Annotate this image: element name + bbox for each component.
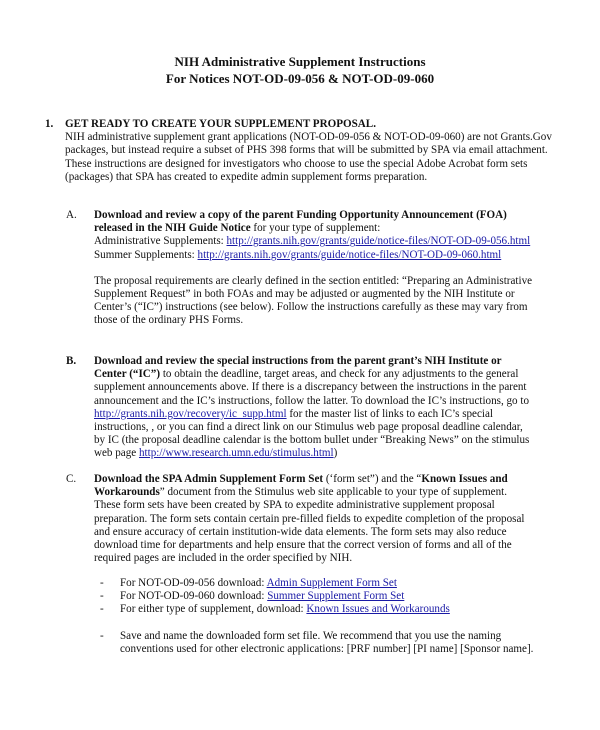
- item-b-text: [94, 355, 534, 461]
- item-b-text-3: ): [333, 447, 338, 460]
- item-b-text-1: to obtain the deadline, target areas, and check for any adjustments to the general supplement announcements above. If there is a discrepancy between the instructions in the parent announcement and the IC’s instructions, follow the latter. To download the IC’s instructions, go to: [94, 368, 530, 407]
- item-a-heading-rest: for your type of supplement:: [250, 222, 381, 235]
- save-instructions-text: Save and name the downloaded form set file. We recommend that you use the naming conventions used for other electronic applications: [PRF number] [PI name] [Sponsor name].: [120, 630, 534, 656]
- item-b-letter: B.: [66, 355, 77, 367]
- admin-form-set-link[interactable]: Admin Supplement Form Set: [266, 577, 397, 589]
- item-a: [94, 209, 534, 328]
- list-item-text: For NOT-OD-09-060 download:: [120, 590, 268, 603]
- section-number: 1.: [45, 118, 54, 130]
- item-c-text-2: ” document from the Stimulus web site applicable to your type of supplement. These form sets have been created by SPA to expedite administrative supplement proposal preparation. The form sets contain certain pre-filled fields to expedite completion of the proposal and ensure accuracy of certain institution-wide data elements. The form sets may also reduce download time for departments and help ensure that the correct version of forms and all of the required pages are included in the order specified by NIH.: [94, 486, 525, 565]
- item-c-heading: Download the SPA Admin Supplement Form Set: [94, 473, 324, 485]
- bullet-dash: -: [100, 630, 104, 642]
- summer-supplement-line: [94, 249, 534, 262]
- bullet-dash: -: [100, 603, 104, 616]
- document-title: [0, 54, 600, 87]
- summer-form-set-link[interactable]: Summer Supplement Form Set: [267, 590, 405, 603]
- title-line-1: NIH Administrative Supplement Instructions: [174, 54, 426, 69]
- list-item: [100, 577, 540, 590]
- known-issues-link[interactable]: Known Issues and Workarounds: [306, 603, 450, 616]
- list-item: [100, 630, 540, 656]
- known-issues-heading: Known Issues and Workarounds: [94, 473, 508, 499]
- bullet-dash: -: [100, 577, 104, 589]
- item-b-heading: Download and review the special instructions from the parent grant’s NIH Institute or Center (“IC”): [94, 355, 502, 381]
- item-b: [94, 355, 534, 461]
- item-a-heading: Download and review a copy of the parent Funding Opportunity Announcement (FOA) released in the NIH Guide Notice: [94, 209, 507, 235]
- admin-supplement-label: Administrative Supplements:: [94, 235, 227, 248]
- summer-supplement-link[interactable]: http://grants.nih.gov/grants/guide/notice-files/NOT-OD-09-060.html: [197, 248, 502, 261]
- section-intro: NIH administrative supplement grant applications (NOT-OD-09-056 & NOT-OD-09-060) are not Grants.Gov packages, but instead require a subset of PHS 398 forms that will be submitted by SPA via email attachment. These instructions are designed for investigators who choose to use the special Adobe Acrobat form sets (packages) that SPA has created to expedite admin supplement forms preparation.: [65, 131, 552, 183]
- ic-supp-link[interactable]: http://grants.nih.gov/recovery/ic_supp.html: [94, 407, 287, 420]
- list-item-text: For NOT-OD-09-056 download:: [120, 577, 267, 589]
- stimulus-link[interactable]: http://www.research.umn.edu/stimulus.html: [138, 447, 334, 460]
- item-a-intro: [94, 209, 534, 235]
- admin-supplement-line: [94, 235, 534, 248]
- save-instructions: [100, 630, 540, 656]
- list-item: [100, 590, 540, 603]
- title-line-2: For Notices NOT-OD-09-056 & NOT-OD-09-060: [165, 70, 435, 86]
- admin-supplement-link[interactable]: http://grants.nih.gov/grants/guide/notice-files/NOT-OD-09-056.html: [226, 235, 531, 248]
- section-1: [65, 118, 555, 184]
- list-item-text: For either type of supplement, download:: [120, 603, 307, 616]
- download-list: [100, 577, 540, 617]
- section-heading: GET READY TO CREATE YOUR SUPPLEMENT PROPOSAL.: [65, 118, 376, 130]
- item-c: [94, 473, 534, 565]
- summer-supplement-label: Summer Supplements:: [94, 248, 198, 261]
- item-a-letter: A.: [66, 209, 77, 221]
- item-c-text: [94, 473, 534, 565]
- item-b-text-2: for the master list of links to each IC’s special instructions, , or you can find a direct link on our Stimulus web page proposal deadline calendar, by IC (the proposal deadline calendar is the bottom bullet under “Breaking News” on the stimulus web page: [94, 407, 530, 460]
- list-item: [100, 603, 540, 616]
- item-c-text-1: (‘form set”) and the “: [323, 473, 422, 485]
- bullet-dash: -: [100, 590, 104, 603]
- item-a-requirements: The proposal requirements are clearly defined in the section entitled: “Preparing an Administrative Supplement Request” in both FOAs and may be adjusted or augmented by the NIH Institute or Center’s (“IC”) instructions (see below). Follow the instructions carefully as these may vary from those of the ordinary PHS Forms.: [94, 274, 533, 327]
- item-c-letter: C.: [66, 473, 77, 485]
